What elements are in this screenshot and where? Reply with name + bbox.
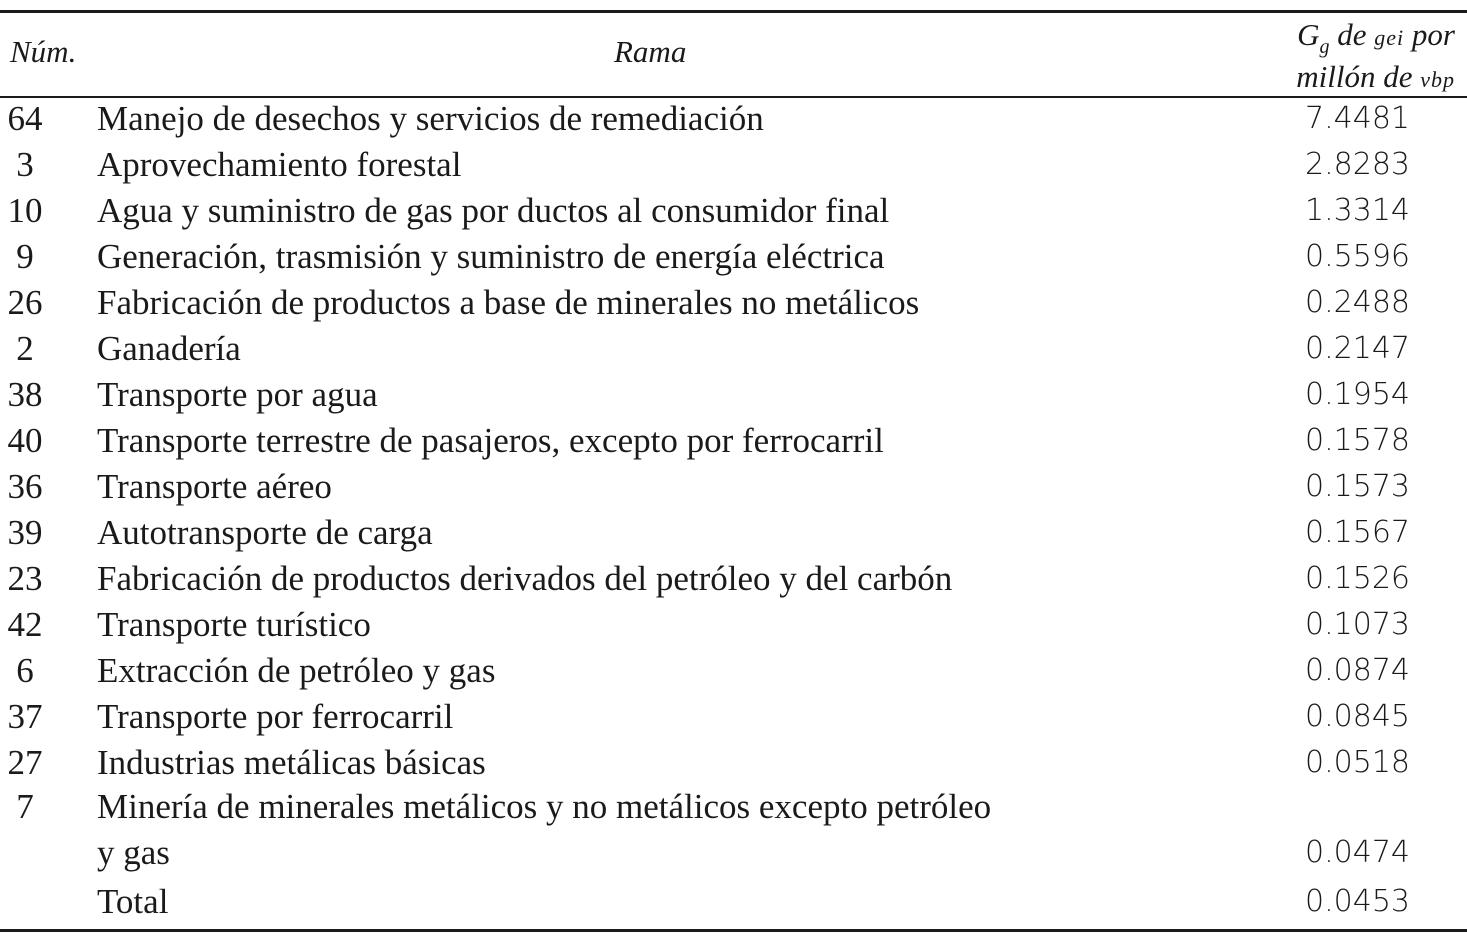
table-top-rule <box>0 10 1467 13</box>
row-rama: Aprovechamiento forestal <box>97 145 462 184</box>
column-header-num: Núm. <box>10 34 77 69</box>
row-rama: Fabricación de productos a base de minerales no metálicos <box>97 283 920 322</box>
row-rama: Extracción de petróleo y gas <box>97 651 496 690</box>
header-de: de <box>1329 17 1375 52</box>
row-value: 2.8283 <box>1305 147 1410 182</box>
row-rama: Transporte turístico <box>97 605 371 644</box>
table-row <box>0 280 1467 326</box>
row-rama: Minería de minerales metálicos y no metálicos excepto petróleo <box>97 787 992 826</box>
row-num: 39 <box>7 513 43 552</box>
table-row <box>0 648 1467 694</box>
table-bottom-rule <box>0 929 1467 932</box>
row-value: 1.3314 <box>1305 193 1410 228</box>
row-value: 0.1567 <box>1305 515 1410 550</box>
header-g: G <box>1297 17 1320 52</box>
row-value: 0.1073 <box>1305 607 1410 642</box>
header-por: por <box>1404 17 1455 52</box>
row-rama: Transporte por agua <box>97 375 378 414</box>
row-value: 0.1573 <box>1305 469 1410 504</box>
row-num: 7 <box>16 787 34 826</box>
table-row <box>0 784 1467 830</box>
table-row <box>0 602 1467 648</box>
row-rama: Fabricación de productos derivados del petróleo y del carbón <box>97 559 953 598</box>
table-row <box>0 142 1467 188</box>
row-value: 0.0874 <box>1305 653 1410 688</box>
row-rama: Industrias metálicas básicas <box>97 743 486 782</box>
row-num: 26 <box>7 283 43 322</box>
row-rama: Transporte aéreo <box>97 467 332 506</box>
row-value: 0.0518 <box>1305 745 1410 780</box>
row-rama: Agua y suministro de gas por ductos al consumidor final <box>97 191 890 230</box>
row-num: 9 <box>16 237 34 276</box>
header-millon-de: millón de <box>1296 59 1421 94</box>
row-num: 36 <box>7 467 43 506</box>
table-row <box>0 556 1467 602</box>
column-header-value-line1 <box>1296 16 1455 58</box>
table-row <box>0 694 1467 740</box>
column-header-value <box>1296 16 1455 99</box>
row-rama: Total <box>97 882 169 921</box>
table-row <box>0 510 1467 556</box>
table-row <box>0 96 1467 142</box>
table-row <box>0 326 1467 372</box>
row-num: 37 <box>7 697 43 736</box>
row-num: 38 <box>7 375 43 414</box>
row-rama: Ganadería <box>97 329 241 368</box>
table-row-continuation <box>0 830 1467 876</box>
table-row <box>0 234 1467 280</box>
row-value: 0.2488 <box>1305 285 1410 320</box>
row-num: 23 <box>7 559 43 598</box>
row-num: 27 <box>7 743 43 782</box>
row-rama: Transporte terrestre de pasajeros, excepto por ferrocarril <box>97 421 884 460</box>
row-value: 0.2147 <box>1305 331 1410 366</box>
row-value: 0.1954 <box>1305 377 1410 412</box>
table-row <box>0 464 1467 510</box>
row-rama: Autotransporte de carga <box>97 513 433 552</box>
row-value: 0.0845 <box>1305 699 1410 734</box>
row-value: 0.0474 <box>1305 835 1410 870</box>
row-num: 2 <box>16 329 34 368</box>
table-row <box>0 740 1467 786</box>
table-row <box>0 188 1467 234</box>
row-rama: y gas <box>97 833 170 872</box>
table-row-total <box>0 879 1467 925</box>
row-value: 0.5596 <box>1305 239 1410 274</box>
row-value: 7.4481 <box>1305 101 1410 136</box>
row-num: 42 <box>7 605 43 644</box>
column-header-rama: Rama <box>614 34 687 69</box>
header-gei: gei <box>1374 25 1405 50</box>
row-num: 10 <box>7 191 43 230</box>
row-num: 40 <box>7 421 43 460</box>
row-num: 3 <box>16 145 34 184</box>
column-header-value-line2 <box>1296 58 1455 99</box>
table-row <box>0 372 1467 418</box>
row-num: 6 <box>16 651 34 690</box>
row-value: 0.1526 <box>1305 561 1410 596</box>
header-g-subscript: g <box>1319 36 1330 58</box>
header-vbp: vbp <box>1420 67 1455 92</box>
row-num: 64 <box>7 99 43 138</box>
row-rama: Manejo de desechos y servicios de remediación <box>97 99 764 138</box>
row-rama: Generación, trasmisión y suministro de energía eléctrica <box>97 237 885 276</box>
row-value: 0.1578 <box>1305 423 1410 458</box>
table-row <box>0 418 1467 464</box>
row-rama: Transporte por ferrocarril <box>97 697 454 736</box>
row-value: 0.0453 <box>1305 884 1410 919</box>
